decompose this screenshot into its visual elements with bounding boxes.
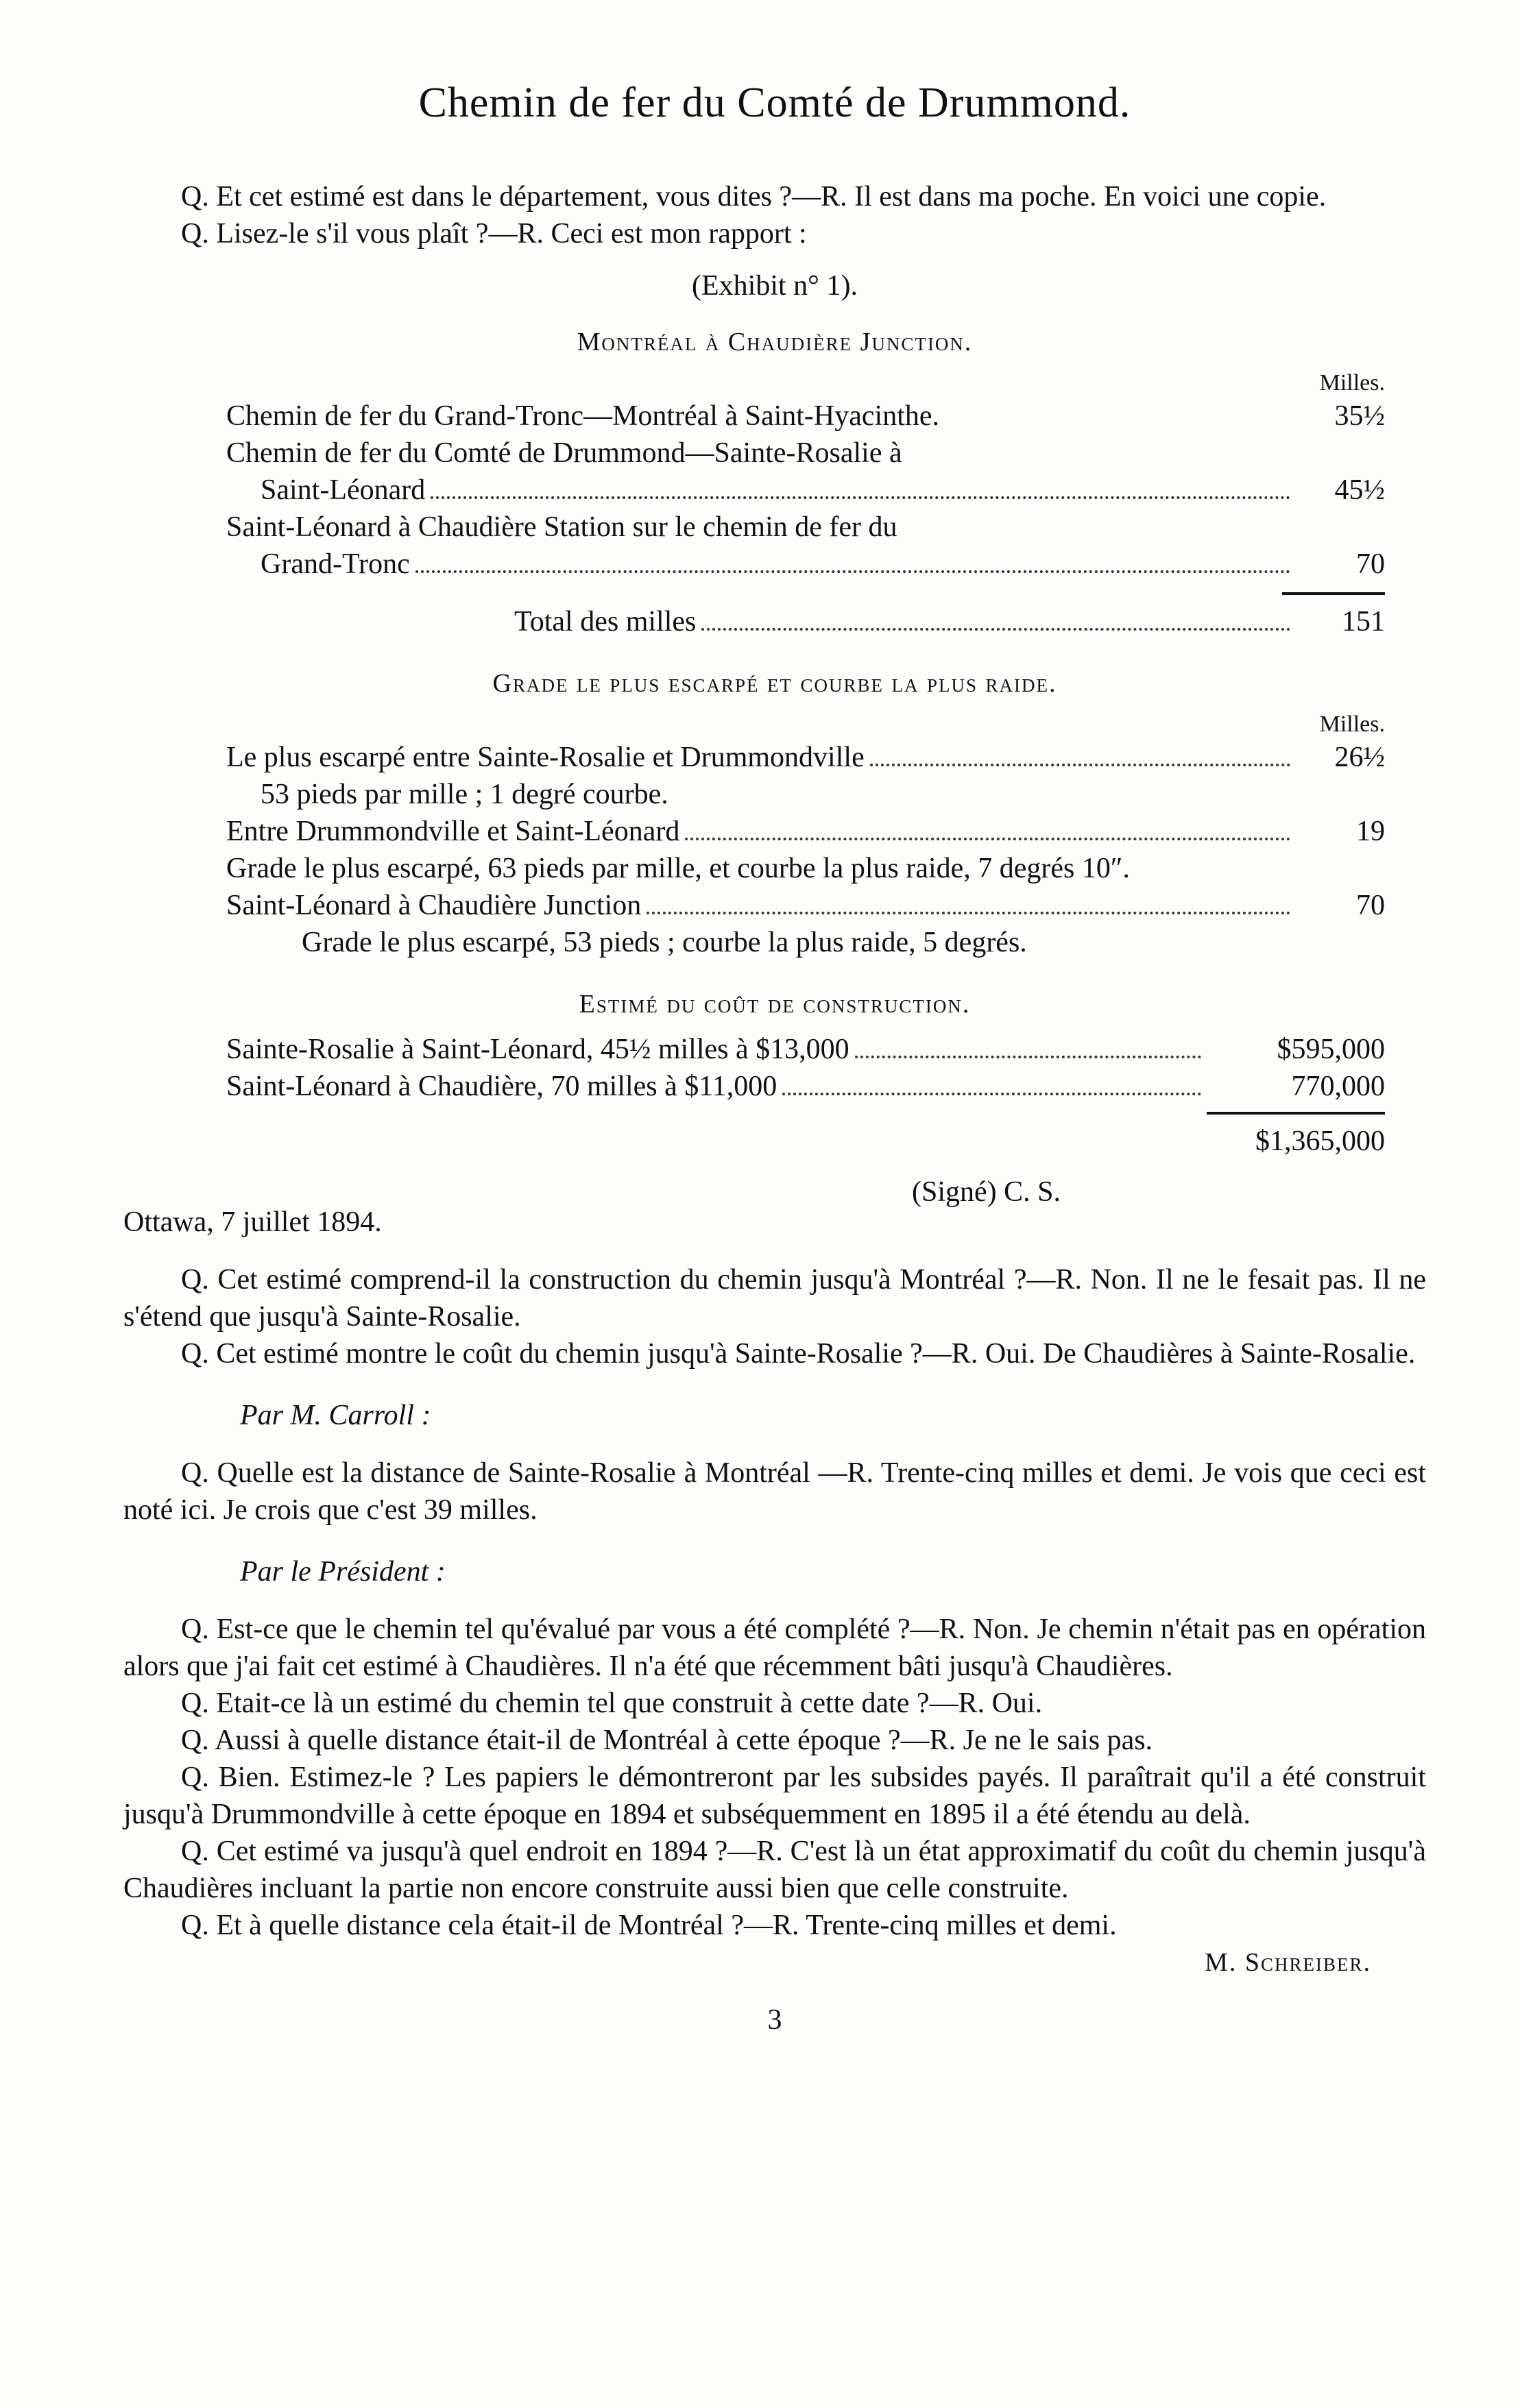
speaker-heading: Par M. Carroll :: [240, 1400, 431, 1431]
cost-total: $1,365,000: [1255, 1126, 1385, 1157]
row-note: Grade le plus escarpé, 53 pieds ; courbe la plus raide, 5 degrés.: [302, 927, 1027, 958]
signature: M. Schreiber.: [1205, 1948, 1371, 1977]
section-title-grades: Grade le plus escarpé et courbe la plus raide.: [492, 669, 1057, 698]
qa-paragraph: Q. Cet estimé montre le coût du chemin jusqu'à Sainte-Rosalie ?—R. Oui. De Chaudières à Sainte-Rosalie.: [181, 1338, 1416, 1370]
row-value: 45½: [1334, 474, 1385, 506]
table-row: [226, 1031, 1385, 1068]
unit-label: Milles.: [1319, 370, 1385, 396]
leader-dots: [647, 912, 1290, 914]
page-number: 3: [767, 2004, 782, 2036]
section-title-cost: Estimé du coût de construction.: [579, 990, 971, 1019]
leader-dots: [415, 570, 1290, 573]
date-line: Ottawa, 7 juillet 1894.: [123, 1206, 382, 1238]
row-value: 70: [1356, 890, 1385, 921]
grades-table: [226, 710, 1385, 961]
qa-paragraph: Q. Etait-ce là un estimé du chemin tel que construit à cette date ?—R. Oui.: [181, 1688, 1043, 1719]
leader-dots: [701, 628, 1290, 631]
row-label: Saint-Léonard à Chaudière, 70 milles à $11,000: [226, 1071, 777, 1102]
row-value: 770,000: [1291, 1071, 1385, 1102]
total-row: [226, 603, 1385, 640]
speaker-heading: Par le Président :: [240, 1556, 446, 1588]
document-page: [123, 75, 1426, 2039]
cost-table: [226, 1031, 1385, 1160]
row-label: Entre Drummondville et Saint-Léonard: [226, 816, 680, 847]
page-header: Chemin de fer du Comté de Drummond.: [418, 80, 1131, 126]
table-row-continuation: [226, 472, 1385, 509]
row-label: Saint-Léonard: [261, 474, 426, 506]
total-value: 151: [1342, 606, 1385, 637]
exhibit-label: (Exhibit n° 1).: [692, 270, 858, 302]
row-label: Grand-Tronc: [261, 548, 410, 580]
total-rule: [1207, 1112, 1385, 1115]
row-label: Saint-Léonard à Chaudière Junction: [226, 890, 642, 921]
row-value: 19: [1356, 816, 1385, 847]
row-value: 70: [1356, 548, 1385, 580]
qa-paragraph: Q. Quelle est la distance de Sainte-Rosalie à Montréal —R. Trente-cinq milles et demi. Je vois que ceci est noté ici. Je crois que c'est 39 milles.: [123, 1457, 1426, 1526]
qa-paragraph: Q. Bien. Estimez-le ? Les papiers le démontreront par les subsides payés. Il paraîtrait qu'il a été construit jusqu'à Drummondville à cette époque en 1894 et subséquemment en 1895 il a été étendu au delà.: [123, 1762, 1426, 1830]
route-table: [226, 369, 1385, 640]
leader-dots: [431, 496, 1290, 499]
row-note: Grade le plus escarpé, 63 pieds par mille, et courbe la plus raide, 7 degrés 10″.: [226, 853, 1130, 884]
row-label: Le plus escarpé entre Sainte-Rosalie et Drummondville: [226, 742, 865, 773]
qa-paragraph: Q. Aussi à quelle distance était-il de Montréal à cette époque ?—R. Je ne le sais pas.: [181, 1725, 1153, 1756]
row-value: $595,000: [1277, 1034, 1385, 1065]
table-row: [226, 813, 1385, 850]
qa-paragraph: Q. Cet estimé va jusqu'à quel endroit en 1894 ?—R. C'est là un état approximatif du coût du chemin jusqu'à Chaudières incluant la partie non encore construite aussi bien que celle construite.: [123, 1836, 1426, 1904]
total-label: Total des milles: [514, 606, 697, 637]
row-label: Saint-Léonard à Chaudière Station sur le chemin de fer du: [226, 511, 897, 543]
leader-dots: [782, 1093, 1201, 1095]
table-row: [226, 1068, 1385, 1105]
table-row-continuation: [226, 546, 1385, 583]
row-label: Chemin de fer du Comté de Drummond—Sainte-Rosalie à: [226, 437, 902, 469]
qa-paragraph: Q. Et cet estimé est dans le département, vous dites ?—R. Il est dans ma poche. En voici une copie.: [181, 181, 1327, 212]
row-value: 35½: [1334, 400, 1385, 432]
row-label: Sainte-Rosalie à Saint-Léonard, 45½ milles à $13,000: [226, 1034, 849, 1065]
leader-dots: [685, 838, 1290, 840]
qa-paragraph: Q. Est-ce que le chemin tel qu'évalué par vous a été complété ?—R. Non. Je chemin n'était pas en opération alors que j'ai fait cet estimé à Chaudières. Il n'a été que récemment bâti jusqu'à Chaudières.: [123, 1614, 1426, 1682]
table-row: [226, 509, 1385, 546]
row-note: 53 pieds par mille ; 1 degré courbe.: [261, 779, 668, 810]
table-row: [226, 887, 1385, 924]
section-title-route: Montréal à Chaudière Junction.: [577, 328, 973, 356]
unit-label: Milles.: [1319, 712, 1385, 737]
signed-line: (Signé) C. S.: [912, 1176, 1061, 1208]
qa-paragraph: Q. Lisez-le s'il vous plaît ?—R. Ceci est mon rapport :: [181, 218, 807, 250]
table-row: [226, 435, 1385, 472]
table-row: [226, 398, 1385, 435]
total-rule: [1282, 592, 1385, 595]
row-label: Chemin de fer du Grand-Tronc—Montréal à Saint-Hyacinthe.: [226, 400, 940, 432]
leader-dots: [870, 764, 1290, 766]
leader-dots: [855, 1056, 1201, 1058]
row-value: 26½: [1334, 742, 1385, 773]
qa-paragraph: Q. Et à quelle distance cela était-il de Montréal ?—R. Trente-cinq milles et demi.: [181, 1910, 1117, 1941]
qa-paragraph: Q. Cet estimé comprend-il la construction du chemin jusqu'à Montréal ?—R. Non. Il ne le fesait pas. Il ne s'étend que jusqu'à Sainte-Rosalie.: [123, 1264, 1426, 1333]
table-row: [226, 739, 1385, 776]
